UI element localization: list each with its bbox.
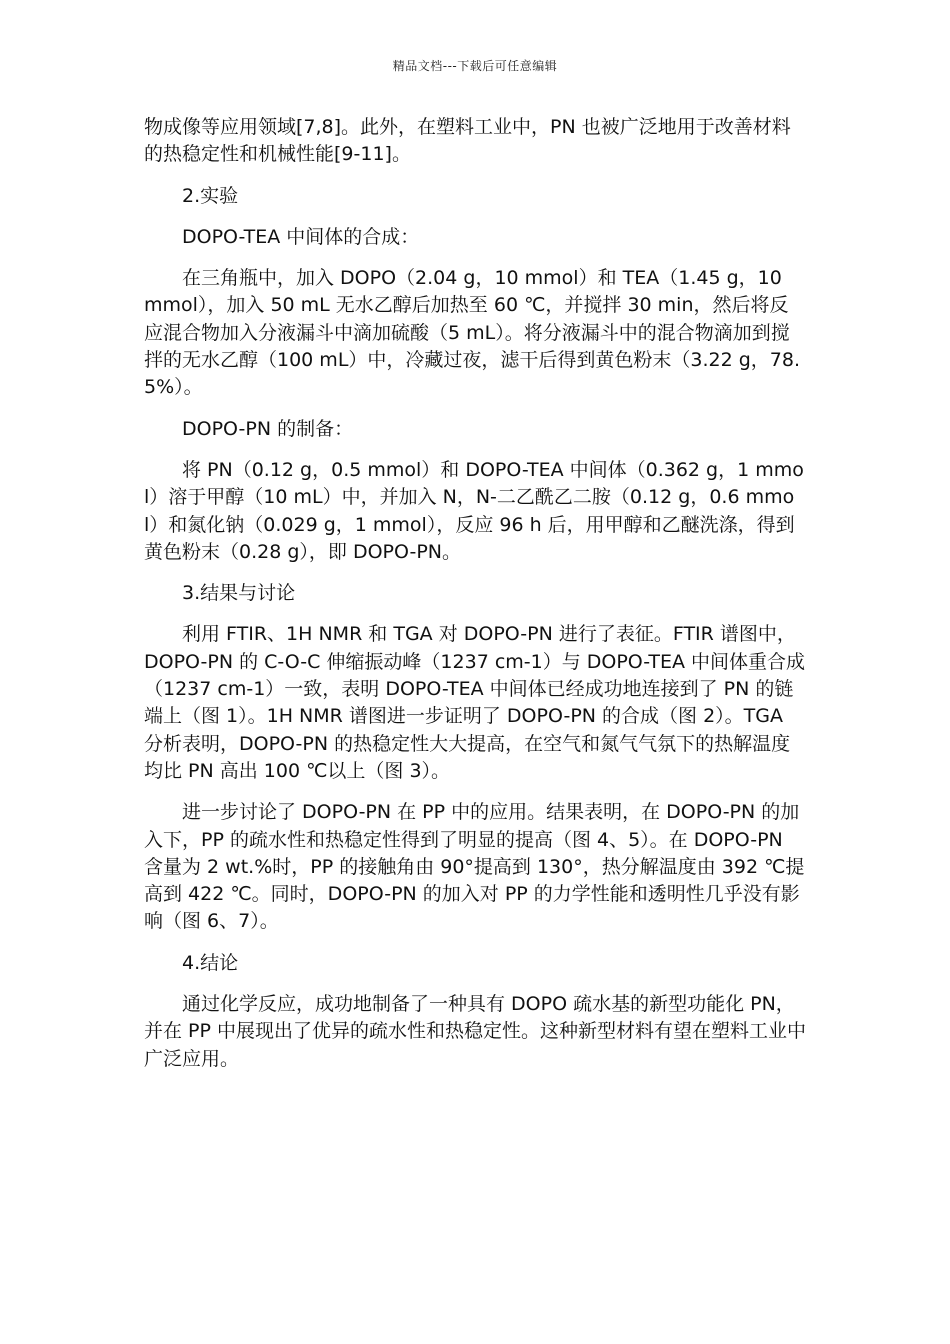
- section-heading-experiment: 2.实验: [182, 184, 239, 207]
- results-paragraph-1: 利用 FTIR、1H NMR 和 TGA 对 DOPO-PN 进行了表征。FTIR 谱图中，DOPO-PN 的 C-O-C 伸缩振动峰（1237 cm-1）与 DOPO-TEA 中间体重合成（1237 cm-1）一致，表明 DOPO-TEA 中间体已经成功地连接到了 PN 的链端上（图 1）。1H NMR 谱图进一步证明了 DOPO-PN 的合成（图 2）。TGA 分析表明，DOPO-PN 的热稳定性大大提高，在空气和氮气气氛下的热解温度均比 PN 高出 100 ℃以上（图 3）。: [144, 623, 806, 782]
- subheading-pn-preparation: DOPO-PN 的制备：: [182, 417, 354, 440]
- tea-synthesis-paragraph: 在三角瓶中，加入 DOPO（2.04 g，10 mmol）和 TEA（1.45 g，10 mmol），加入 50 mL 无水乙醇后加热至 60 ℃，并搅拌 30 min，然后将反应混合物加入分液漏斗中滴加硫酸（5 mL）。将分液漏斗中的混合物滴加到搅拌的无水乙醇（100 mL）中，冷藏过夜，滤干后得到黄色粉末（3.22 g，78.5%）。: [144, 267, 801, 399]
- pn-preparation-paragraph: 将 PN（0.12 g，0.5 mmol）和 DOPO-TEA 中间体（0.362 g，1 mmol）溶于甲醇（10 mL）中，并加入 N，N-二乙酰乙二胺（0.12 g，0.6 mmol）和氮化钠（0.029 g，1 mmol），反应 96 h 后，用甲醇和乙醚洗涤，得到黄色粉末（0.28 g），即 DOPO-PN。: [144, 458, 804, 563]
- intro-paragraph: 物成像等应用领域[7,8]。此外，在塑料工业中，PN 也被广泛地用于改善材料的热稳定性和机械性能[9-11]。: [144, 116, 791, 166]
- document-body: [144, 114, 806, 1087]
- subheading-tea-synthesis: DOPO-TEA 中间体的合成：: [182, 225, 420, 248]
- page-header: 精品文档---下载后可任意编辑: [392, 59, 558, 73]
- section-heading-conclusion: 4.结论: [182, 951, 239, 974]
- section-heading-results: 3.结果与讨论: [182, 582, 296, 605]
- results-paragraph-2: 进一步讨论了 DOPO-PN 在 PP 中的应用。结果表明，在 DOPO-PN 的加入下，PP 的疏水性和热稳定性得到了明显的提高（图 4、5）。在 DOPO-PN 含量为 2 wt.%时，PP 的接触角由 90°提高到 130°，热分解温度由 392 ℃提高到 422 ℃。同时，DOPO-PN 的加入对 PP 的力学性能和透明性几乎没有影响（图 6、7）。: [144, 801, 805, 933]
- conclusion-paragraph: 通过化学反应，成功地制备了一种具有 DOPO 疏水基的新型功能化 PN，并在 PP 中展现出了优异的疏水性和热稳定性。这种新型材料有望在塑料工业中广泛应用。: [144, 993, 806, 1070]
